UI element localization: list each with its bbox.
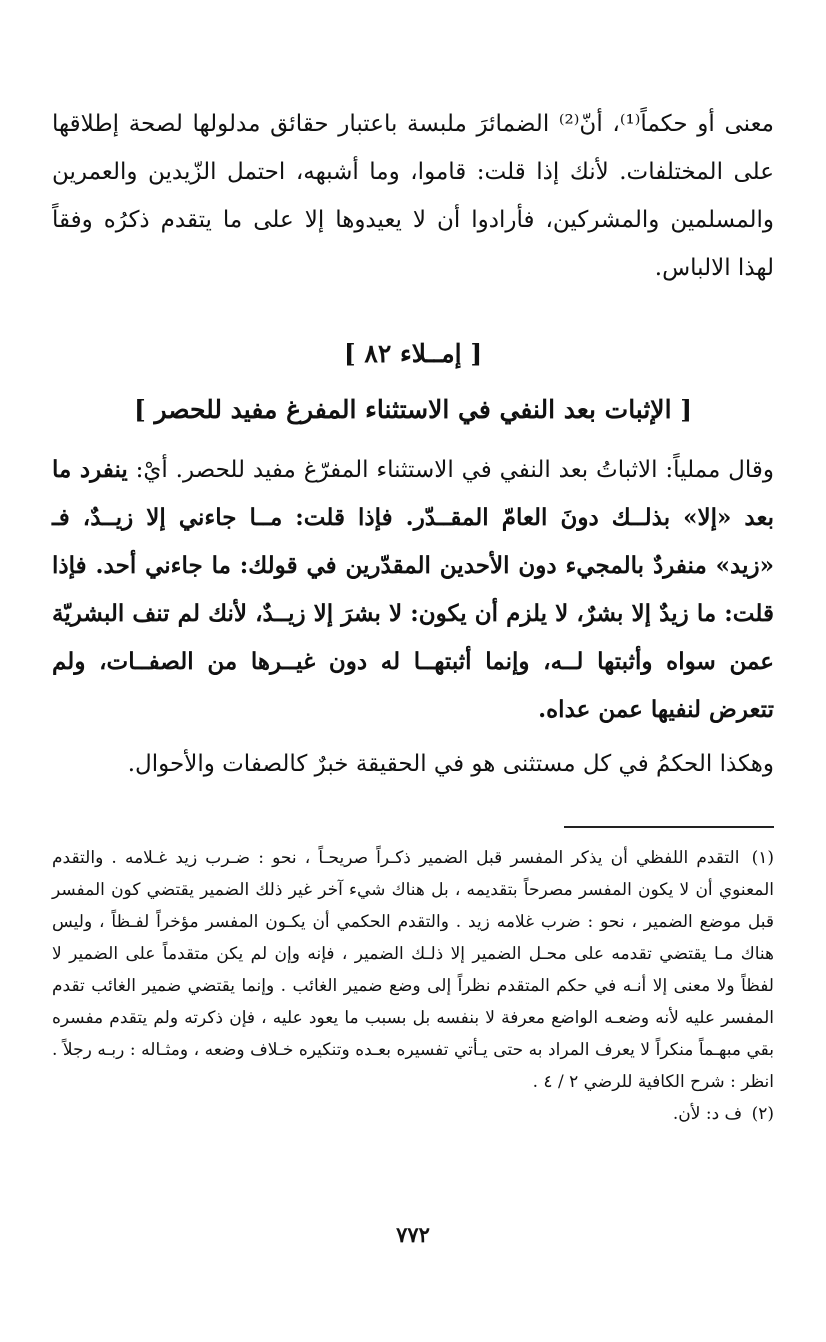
footnote-number: (٢) [751, 1104, 774, 1124]
footnote-text: ف د: لأن. [672, 1104, 743, 1124]
footnote-2 [52, 1098, 774, 1130]
footnote-1 [52, 842, 774, 1098]
footnote-text: التقدم اللفظي أن يذكر المفسر قبل الضمير ذكـراً صريحـاً ، نحو : ضـرب زيد غـلامه . والتقدم المعنوي أن لا يكون المفسر مصرحاً بتقديمه ، بل هناك شيء آخر غير ذلك الضمير يقتضي كون المفسر قبل موضع الضمير ، نحو : ضرب غلامه زيد . والتقدم الحكمي أن يكـون المفسر مؤخراً لفـظاً ، وليس هناك مـا يقتضي تقدمه على محـل الضمير إلا ذلـك الضمير ، فإنه وإن لم يكن متقدماً على الضمير لا لفظاً ولا معنى إلا أنـه في حكم المتقدم نظراً إلى وضع ضمير الغائب . وإنما يقتضي ضمير الغائب تقدم المفسر عليه لأنه وضعـه الواضع معرفة لا بنفسه بل بسبب ما يعود عليه ، فإن ذكرته ولم يتقدم مفسره بقي مبهـماً منكراً لا يعرف المراد به حتى يـأتي تفسيره بعـده وتنكيره خـلاف وضعه ، ومثـاله : ربـه رجلاً . انظر : شرح الكافية للرضي ٢ / ٤ . [52, 848, 774, 1092]
footnote-number: (١) [751, 848, 774, 868]
dictation-heading: [ إمــلاء ٨٢ ] [343, 339, 483, 368]
intro-paragraph: معنى أو حكماً⁽¹⁾، أنّ⁽²⁾ الضمائرَ ملبسة باعتبار حقائق مدلولها لصحة إطلاقها على المختلفات. لأنك إذا قلت: قاموا، وما أشبهه، احتمل الزّيدين والعمرين والمسلمين والمشركين، فأرادوا أن لا يعيدوها إلا على ما يتقدم ذكرُه وفقاً لهذا الالباس. [52, 111, 774, 281]
body-paragraph-intro: وقال مملياً: الاثباتُ بعد النفي في الاستثناء المفرّغ مفيد للحصر. أيْ: [127, 457, 775, 483]
body-paragraph [52, 446, 774, 734]
body-paragraph-bold: ينفرد ما بعد «إلا» بذلــك دونَ العامّ المقــدّر. فإذا قلت: مــا جاءني إلا زيــدٌ، فـ «زيد» منفردٌ بالمجيء دون الأحدين المقدّرين في قولك: ما جاءني أحد. فإذا قلت: ما زيدٌ إلا بشرٌ، لا يلزم أن يكون: لا بشرَ إلا زيــدٌ، لأنك لم تنف البشريّة عمن سواه وأثبتها لــه، وإنما أثبتهــا له دون غيــرها من الصفــات، ولم تتعرض لنفيها عمن عداه. [52, 456, 774, 723]
footnotes [52, 842, 774, 1130]
page-number: ٧٧٢ [396, 1222, 430, 1247]
footnote-divider [564, 826, 774, 828]
closing-paragraph: وهكذا الحكمُ في كل مستثنى هو في الحقيقة خبرٌ كالصفات والأحوال. [127, 751, 774, 777]
section-heading: [ الإثبات بعد النفي في الاستثناء المفرغ مفيد للحصر ] [133, 395, 693, 424]
